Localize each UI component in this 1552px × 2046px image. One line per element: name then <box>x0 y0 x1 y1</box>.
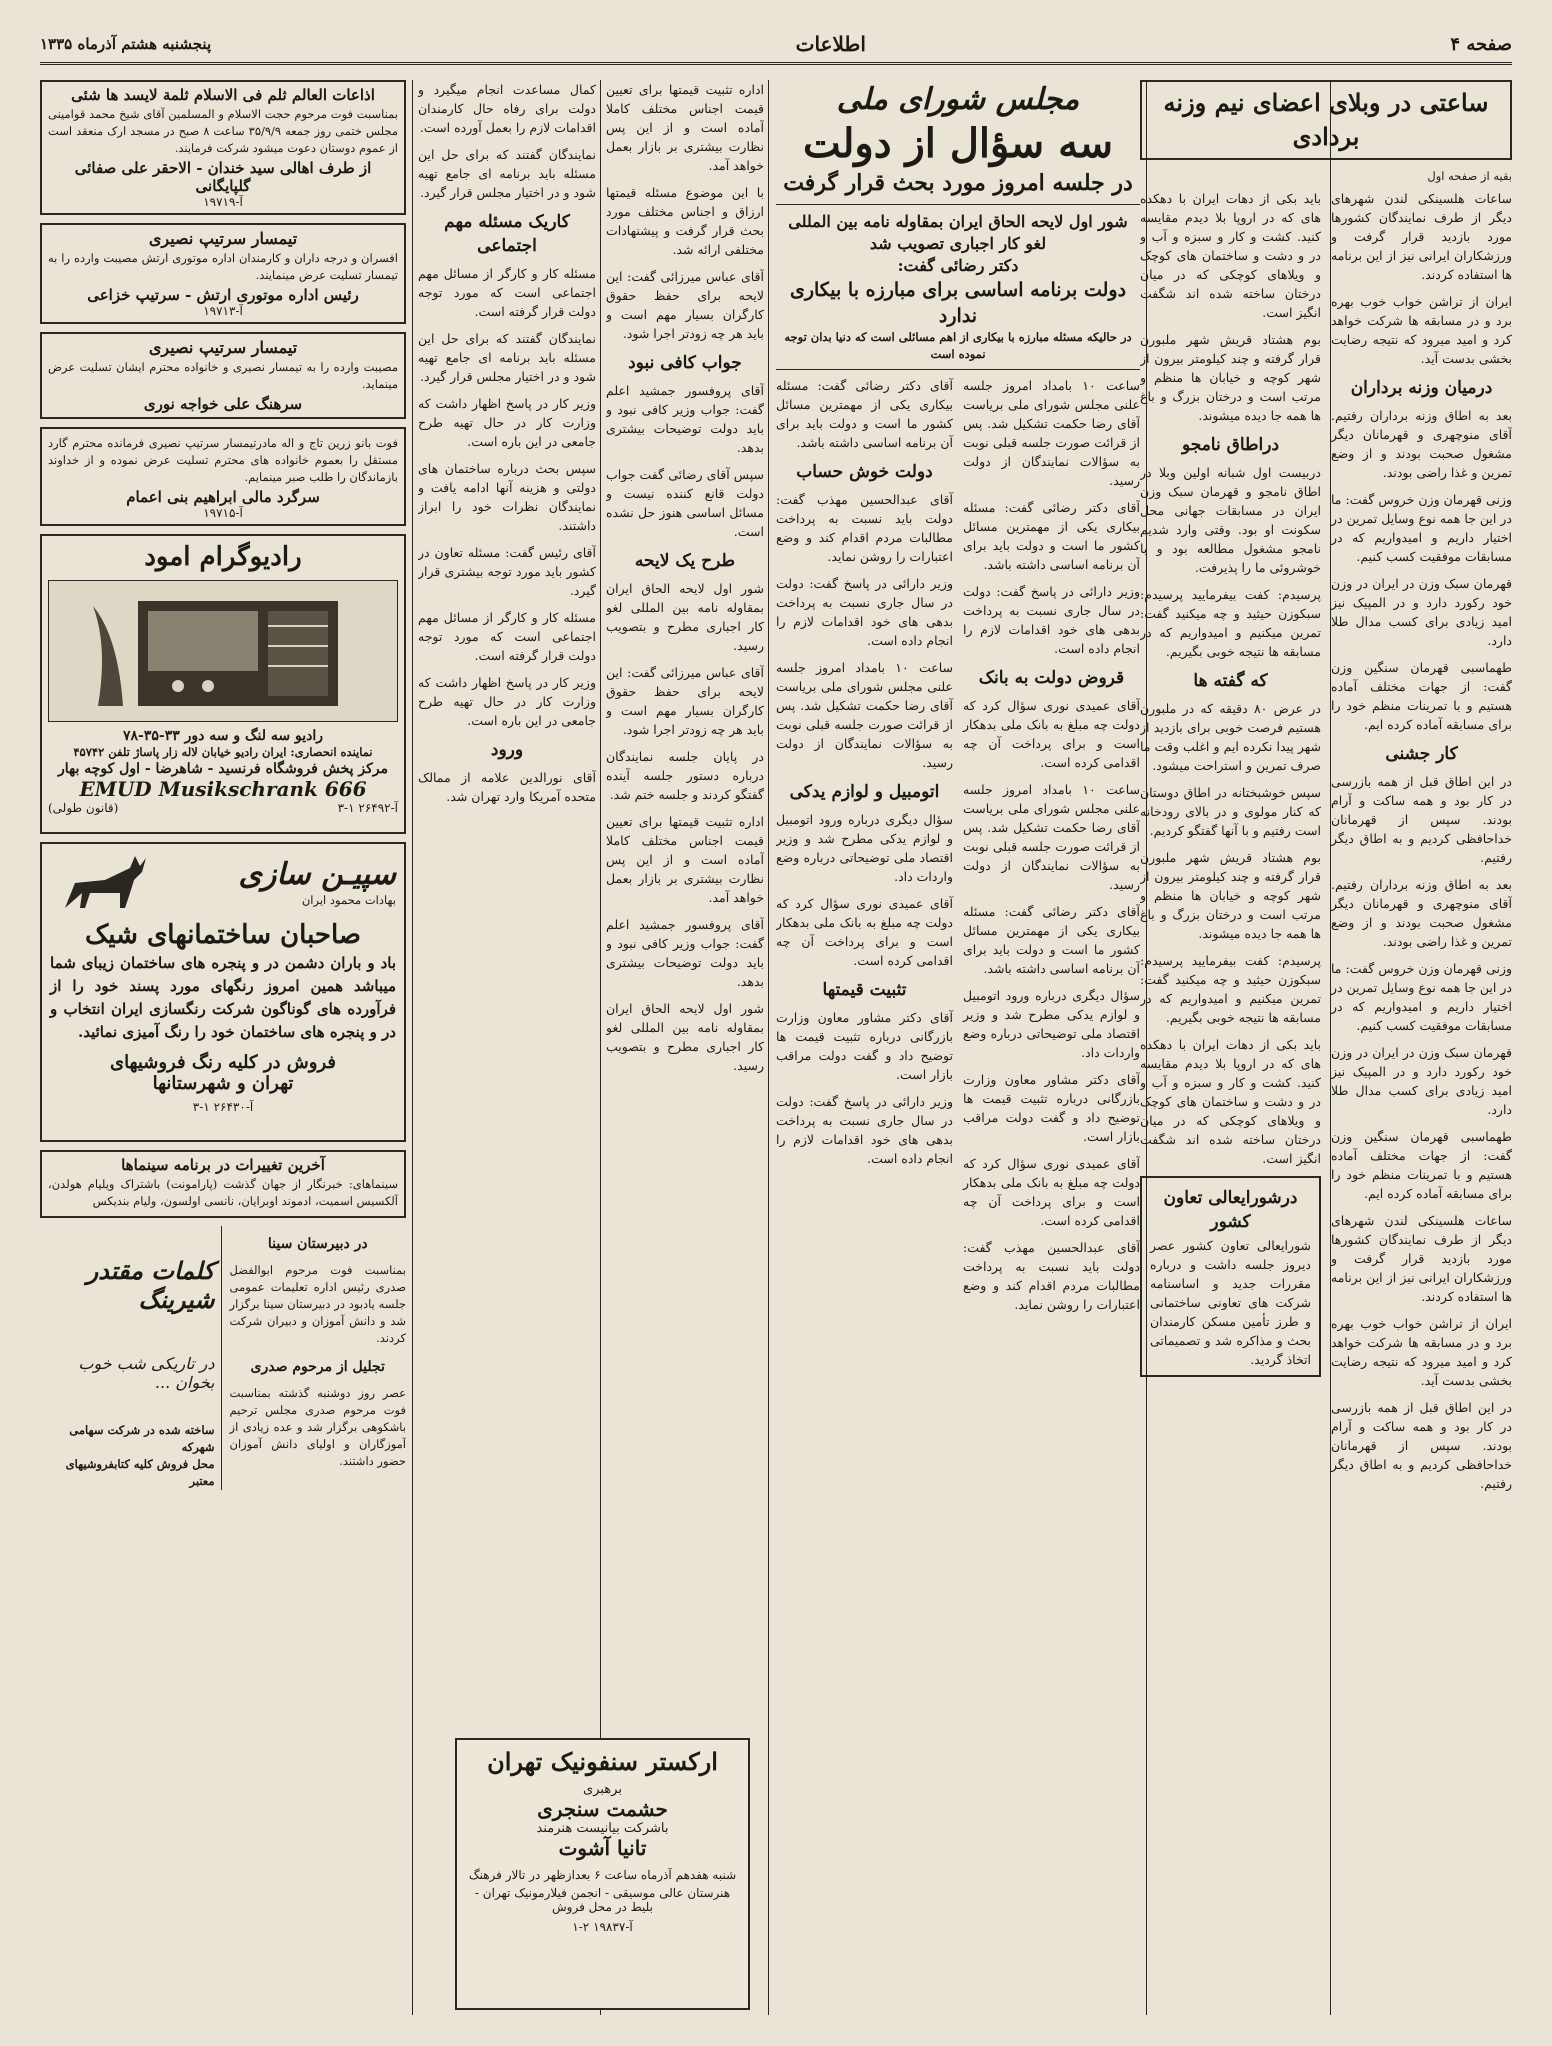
story-paragraph: آقای پروفسور جمشید اعلم گفت: جواب وزیر کافی نبود و باید دولت توضیحات بیشتری بدهد. <box>606 383 764 455</box>
story-paragraph: آقای عباس میرزائی گفت: این لایحه برای حفظ حقوق کارگران بسیار مهم است و باید هر چه زودتر اجرا شود. <box>606 665 764 737</box>
cinema-notice <box>40 1150 406 1218</box>
feature-paragraph: ساعات هلسینکی لندن شهرهای دیگر از طرف نمایندگان کشورها مورد بازدید قرار گرفت و ورزشکاران ایرانی نیز از این برنامه ها استفاده کردند. <box>1331 1213 1512 1304</box>
feature-paragraph: باید بکی از دهات ایران با دهکده های که در اروپا بلا دیدم مقایسه کنید. کشت و کار و سبزه و آب و در و دشت و ساختمان های کوچک و ویلاهای کوچکی که در میان درختان ساخته شده اند شگفت انگیز است. <box>1140 1037 1321 1166</box>
cooperative-council-text: شورایعالی تعاون کشور عصر دیروز جلسه داشت و درباره مقررات جدید و اساسنامه شرکت های تعاونی ساختمانی و طرز تأمین مسکن کارمندان بحث و مذاکره شد و تصمیماتی اتخاذ گردید. <box>1150 1238 1311 1367</box>
story-subhead: طرح یک لایحه <box>634 551 736 571</box>
notice-text: فوت بانو زرین تاج و اله مادرتیمسار سرتیپ نصیری فرمانده محترم گارد مستقل را بعموم خانواده های محترم تسلیت عرض نموده و از خداوند بازماندگان را طلب صبر مینمایم. <box>48 436 398 484</box>
cinema-text: سینماهای: خبرنگار از جهان گذشت (پارامونت) باشتراک ویلیام هولدن، آلکسیس اسمیت، ادموند اوبرایان، نانسی اولسون، ولیام بندیکس <box>48 1177 398 1208</box>
feature-paragraph: دربیست اول شبانه اولین وبلا در اطاق نامجو و قهرمان سبک وزن ایران در مسابقات جهانی محل سکونت او بود. وقتی وارد شدیم نامجو مشغول مطالعه بود و با خوشروئی ما را پذیرفت. <box>1140 465 1321 575</box>
story-paragraph: نمایندگان گفتند که برای حل این مسئله باید برنامه ای جامع تهیه شود و در اختیار مجلس قرار گیرد. <box>418 147 596 200</box>
paint-logo: سپیـن سازی <box>238 857 396 892</box>
story-paragraph: ساعت ۱۰ بامداد امروز جلسه علنی مجلس شورای ملی بریاست آقای رضا حکمت تشکیل شد. پس از قرائت صورت جلسه قبلی نوبت به سؤالات نمایندگان از دولت رسید. <box>963 782 1140 892</box>
story-paragraph: مسئله کار و کارگر از مسائل مهم اجتماعی است که مورد توجه دولت قرار گرفته است. <box>418 266 596 319</box>
story-paragraph: وزیر دارائی در پاسخ گفت: دولت در سال جاری نسبت به پرداخت بدهی های خود اقدامات لازم را انجام داده است. <box>963 584 1140 656</box>
story-paragraph: در پایان جلسه نمایندگان درباره دستور جلسه آینده گفتگو کردند و جلسه ختم شد. <box>606 749 764 802</box>
notice-text: مصیبت وارده را به تیمسار نصیری و خانواده محترم ایشان تسلیت عرض مینماید. <box>48 360 398 391</box>
story-paragraph: آقای عباس میرزائی گفت: این لایحه برای حفظ حقوق کارگران بسیار مهم است و باید هر چه زودتر اجرا شود. <box>606 269 764 341</box>
radiogram-illustration <box>78 586 368 716</box>
feature-paragraph: پرسیدم: کفت بیفرمایید پرسیدم: سبکوزن حیثید و چه میکنید گفت: تمرین میکنیم و امیدواریم که در مسابقه ها نتیجه خوبی بگیریم. <box>1140 953 1321 1025</box>
orchestra-title: ارکستر سنفونیک تهران <box>487 1747 718 1776</box>
column-divider <box>412 80 413 2015</box>
story-paragraph: کمال مساعدت انجام میگیرد و دولت برای رفاه حال کارمندان اقدامات لازم را بعمل آورده است. <box>418 82 596 135</box>
cooperative-council-title: درشورایعالی تعاون کشور <box>1163 1188 1298 1232</box>
story-paragraph: سپس آقای رضائی گفت جواب دولت قانع کننده نیست و مسائل اساسی هنوز حل نشده است. <box>606 467 764 539</box>
feature-paragraph: وزنی قهرمان وزن خروس گفت: ما در این جا همه نوع وسایل تمرین در اختیار داریم و امیدواریم که در مسابقات موفقیت کسب کنیم. <box>1331 961 1512 1033</box>
ad-code: آ-۲۶۴۹۲ ۱-۳ <box>337 801 398 815</box>
story-subhead: ورود <box>490 740 524 760</box>
feature-subhead: کار جشنی <box>1385 744 1458 764</box>
paint-cities: تهران و شهرستانها <box>152 1073 294 1094</box>
feature-paragraph: بوم هشتاد قریش شهر ملبورن قرار گرفته و چند کیلومتر بیرون از شهر کوچه و خیابان ها منظم و مرتب است و درختان بزرگ و باغ ها همه جا دیده میشوند. <box>1140 850 1321 941</box>
story-subhead: تثبیت قیمتها <box>822 980 907 1000</box>
school-title: در دبیرستان سینا <box>267 1236 368 1252</box>
feature-paragraph: در این اطاق قبل از همه بازرسی در کار بود و همه ساکت و آرام بودند. سپس از قهرمانان خداحافظی کردیم و به اطاق دیگر رفتیم. <box>1331 1400 1512 1491</box>
ads-column <box>40 80 406 2015</box>
notice-signature: سرهنگ علی خواجه نوری <box>143 395 303 413</box>
paint-sell: فروش در کلیه رنگ فروشیهای <box>109 1052 336 1073</box>
story-paragraph: آقای عبدالحسین مهذب گفت: دولت باید نسبت به پرداخت مطالبات مردم اقدام کند و وضع اعتبارات را روشن نماید. <box>963 1240 1140 1312</box>
story-paragraph: آقای پروفسور جمشید اعلم گفت: جواب وزیر کافی نبود و باید دولت توضیحات بیشتری بدهد. <box>606 917 764 989</box>
radiogram-center: مرکز پخش فروشگاه فرنسید - شاهرضا - اول کوچه بهار <box>57 761 388 777</box>
feature-paragraph: در عرض ۸۰ دقیقه که در ملبورن هستیم فرصت خوبی برای بازدید از شهر پیدا نکرده ایم و اغلب وقت ما صرف تمرین و استراحت میشود. <box>1140 701 1321 773</box>
feature-paragraph: وزنی قهرمان وزن خروس گفت: ما در این جا همه نوع وسایل تمرین در اختیار داریم و امیدواریم که در مسابقات موفقیت کسب کنیم. <box>1331 492 1512 564</box>
condolence-notice <box>40 332 406 419</box>
continuation-column-a <box>606 80 764 2015</box>
story-paragraph: آقای عمیدی نوری سؤال کرد که دولت چه مبلغ به بانک ملی بدهکار است و برای پرداخت آن چه اقدامی کرده است. <box>963 698 1140 770</box>
story-paragraph: اداره تثبیت قیمتها برای تعیین قیمت اجناس مختلف کاملا آماده است و از این پس نظارت بیشتری بر بازار بعمل خواهد آمد. <box>606 814 764 905</box>
radiogram-dealer: رادیو سه لنگ و سه دور ۳۳-۳۵-۷۸ <box>122 728 324 744</box>
story-paragraph: آقای دکتر رضائی گفت: مسئله بیکاری یکی از مهمترین مسائل کشور ما است و دولت باید برای آن برنامه اساسی داشته باشد. <box>963 904 1140 976</box>
story-deck: شور اول لایحه الحاق ایران بمقاوله نامه بین المللی لغو کار اجباری تصویب شد <box>788 212 1128 253</box>
story-paragraph: آقای عبدالحسین مهذب گفت: دولت باید نسبت به پرداخت مطالبات مردم اقدام کند و وضع اعتبارات را روشن نماید. <box>776 492 953 564</box>
school-text: بمناسبت فوت مرحوم ابوالفضل صدری رئیس اداره تعلیمات عمومی جلسه یادبود در دبیرستان سینا برگزار شد و دانش آموزان و دبیران شرکت کردند. <box>229 1263 406 1345</box>
story-paragraph: مسئله کار و کارگر از مسائل مهم اجتماعی است که مورد توجه دولت قرار گرفته است. <box>418 610 596 663</box>
calligraphy-ad: کلمات مقتدر شیرینگ <box>86 1256 215 1314</box>
orchestra-soloist: تانیا آشوت <box>558 1836 647 1860</box>
story-paragraph: ساعت ۱۰ بامداد امروز جلسه علنی مجلس شورای ملی بریاست آقای رضا حکمت تشکیل شد. پس از قرائت صورت جلسه قبلی نوبت به سؤالات نمایندگان از دولت رسید. <box>963 378 1140 488</box>
story-paragraph: آقای رئیس گفت: مسئله تعاون در کشور باید مورد توجه بیشتری قرار گیرد. <box>418 545 596 598</box>
feature-paragraph: ایران از تراشن خواب خوب بهره برد و در مسابقه ها شرکت خواهد کرد و امید میرود که نتیجه رضایت بخشی بدست آید. <box>1331 1316 1512 1388</box>
story-subhead: جواب کافی نبود <box>628 353 742 373</box>
feature-paragraph: پرسیدم: کفت بیفرمایید پرسیدم: سبکوزن حیثید و چه میکنید گفت: تمرین میکنیم و امیدواریم که در مسابقه ها نتیجه خوبی بگیریم. <box>1140 587 1321 659</box>
ad-code: آ-۱۹۷۱۹ <box>203 195 243 209</box>
radiogram-address: نماینده انحصاری: ایران رادیو خیابان لاله زار پاساژ تلفن ۴۵۷۴۲ <box>73 745 373 759</box>
story-subheadline: در جلسه امروز مورد بحث قرار گرفت <box>783 170 1133 196</box>
feature-paragraph: قهرمان سبک وزن در ایران در وزن خود رکورد دارد و در المپیک نیز امید زیادی برای کسب مدال طلا دارد. <box>1331 1045 1512 1117</box>
story-paragraph: سؤال دیگری درباره ورود اتومبیل و لوازم یدکی مطرح شد و وزیر اقتصاد ملی توضیحاتی درباره وضع واردات داد. <box>776 812 953 884</box>
condolence-notice <box>40 223 406 324</box>
story-headline: سه سؤال از دولت <box>802 120 1114 167</box>
memorial-text: عصر روز دوشنبه گذشته بمناسبت فوت مرحوم صدری مجلس ترحیم باشکوهی برگزار شد و عده زیادی از آموزگاران و اولیای دانش آموزان حضور داشتند. <box>229 1386 406 1468</box>
story-deck: در حالیکه مسئله مبارزه با بیکاری از اهم مسائلی است که دنیا بدان توجه نموده است <box>784 330 1132 361</box>
ad-code: آ-۲۶۴۳۰ ۱-۳ <box>192 1100 254 1114</box>
story-paragraph: آقای دکتر مشاور معاون وزارت بازرگانی درباره تثبیت قیمت ها توضیح داد و گفت دولت مراقب بازار است. <box>963 1072 1140 1144</box>
radiogram-model: EMUD Musikschrank 666 <box>79 777 367 801</box>
story-paragraph: شور اول لایحه الحاق ایران بمقاوله نامه بین المللی لغو کار اجباری مطرح و بتصویب رسید. <box>606 581 764 653</box>
notice-signature: رئیس اداره موتوری ارتش - سرتیپ خزاعی <box>87 286 359 304</box>
story-paragraph: اداره تثبیت قیمتها برای تعیین قیمت اجناس مختلف کاملا آماده است و از این پس نظارت بیشتری بر بازار بعمل خواهد آمد. <box>606 82 764 173</box>
notice-title: تیمسار سرتیپ نصیری <box>148 338 298 357</box>
newspaper-name: اطلاعات <box>795 32 866 56</box>
story-subhead: اتومبیل و لوازم یدکی <box>789 782 940 802</box>
radiogram-image <box>48 580 398 722</box>
story-paragraph: شور اول لایحه الحاق ایران بمقاوله نامه بین المللی لغو کار اجباری مطرح و بتصویب رسید. <box>606 1001 764 1073</box>
feature-headline: ساعتی در وبلای اعضای نیم وزنه بردادی <box>1140 80 1512 160</box>
continuation-column-b <box>418 80 596 2015</box>
story-paragraph: نمایندگان گفتند که برای حل این مسئله باید برنامه ای جامع تهیه شود و در اختیار مجلس قرار گیرد. <box>418 331 596 384</box>
parliament-column <box>776 80 1140 2015</box>
masthead <box>40 26 1512 65</box>
condolence-notice <box>40 80 406 215</box>
paint-title: صاحبان ساختمانهای شیک <box>84 920 361 950</box>
story-paragraph: سؤال دیگری درباره ورود اتومبیل و لوازم یدکی مطرح شد و وزیر اقتصاد ملی توضیحاتی درباره وضع واردات داد. <box>963 988 1140 1060</box>
story-paragraph: آقای دکتر مشاور معاون وزارت بازرگانی درباره تثبیت قیمت ها توضیح داد و گفت دولت مراقب بازار است. <box>776 1010 953 1082</box>
orchestra-conductor: حشمت سنجری <box>537 1797 668 1821</box>
orchestra-line: باشرکت بیانیست هنرمند <box>536 1821 669 1836</box>
orchestra-details: شنبه هفدهم آذرماه ساعت ۶ بعدازظهر در تالار فرهنگ <box>468 1868 737 1882</box>
feature-subhead: دراطاق نامجو <box>1181 435 1280 455</box>
feature-paragraph: ساعات هلسینکی لندن شهرهای دیگر از طرف نمایندگان کشورها مورد بازدید قرار گرفت و ورزشکاران ایرانی نیز از این برنامه ها استفاده کردند. <box>1331 191 1512 282</box>
issue-date: پنجشنبه هشتم آذرماه ۱۳۳۵ <box>40 35 212 53</box>
feature-subhead: که گفته ها <box>1193 671 1268 691</box>
memorial-title: تجلیل از مرحوم صدری <box>250 1359 385 1375</box>
paint-logo-sub: بهادات محمود ایران <box>301 893 396 907</box>
paint-company-ad <box>40 842 406 1142</box>
cinema-title: آخرین تغییرات در برنامه سینماها <box>121 1156 325 1174</box>
column-divider <box>768 80 769 2015</box>
orchestra-details: هنرستان عالی موسیقی - انجمن فیلارمونیک تهران - بلیط در محل فروش <box>474 1886 731 1914</box>
ad-code: آ-۱۹۷۱۵ <box>203 506 243 520</box>
story-kicker: مجلس شورای ملی <box>836 82 1080 117</box>
story-paragraph: وزیر کار در پاسخ اظهار داشت که وزارت کار در حال تهیه طرح جامعی در این باره است. <box>418 675 596 728</box>
condolence-notice <box>40 427 406 526</box>
notice-text: بمناسبت فوت مرحوم حجت الاسلام و المسلمین آقای شیخ محمد قوامینی مجلس ختمی روز جمعه ۳۵/۹/۹ ساعت ۸ صبح در مسجد ارک منعقد است از عموم دوستان دعوت میشود شرکت فرمایند. <box>48 107 398 155</box>
story-paragraph: سپس بحث درباره ساختمان های دولتی و هزینه آنها ادامه یافت و نمایندگان نظرات خود را ابراز داشتند. <box>418 461 596 533</box>
page-number: صفحه ۴ <box>1450 33 1512 55</box>
continued-note: بقیه از صفحه اول <box>1427 169 1512 183</box>
ad-code: آ-۱۹۷۱۳ <box>203 304 243 318</box>
story-paragraph: آقای دکتر رضائی گفت: مسئله بیکاری یکی از مهمترین مسائل کشور ما است و دولت باید برای آن برنامه اساسی داشته باشد. <box>776 378 953 450</box>
feature-paragraph: باید بکی از دهات ایران با دهکده های که در اروپا بلا دیدم مقایسه کنید. کشت و کار و سبزه و آب و در و دشت و ساختمان های کوچک و ویلاهای کوچکی که در میان درختان ساخته شده اند شگفت انگیز است. <box>1140 191 1321 320</box>
deer-icon <box>50 848 160 918</box>
ad-note: (قانون طولی) <box>48 801 119 815</box>
story-deck: دولت برنامه اساسی برای مبارزه با بیکاری ندارد <box>789 279 1127 327</box>
story-paragraph: وزیر دارائی در پاسخ گفت: دولت در سال جاری نسبت به پرداخت بدهی های خود اقدامات لازم را انجام داده است. <box>776 576 953 648</box>
feature-paragraph: سپس خوشبختانه در اطاق دوستان که کنار مولوی و در بالای رودخانه است رفتیم و با آنها گفتگو کردیم. <box>1140 785 1321 838</box>
story-paragraph: آقای عمیدی نوری سؤال کرد که دولت چه مبلغ به بانک ملی بدهکار است و برای پرداخت آن چه اقدامی کرده است. <box>776 896 953 968</box>
story-paragraph: ساعت ۱۰ بامداد امروز جلسه علنی مجلس شورای ملی بریاست آقای رضا حکمت تشکیل شد. پس از قرائت صورت جلسه قبلی نوبت به سؤالات نمایندگان از دولت رسید. <box>776 660 953 770</box>
radiogram-title: رادیوگرام امود <box>144 542 302 572</box>
story-paragraph: وزیر دارائی در پاسخ گفت: دولت در سال جاری نسبت به پرداخت بدهی های خود اقدامات لازم را انجام داده است. <box>776 1094 953 1166</box>
orchestra-line: برهبری <box>583 1782 622 1797</box>
story-deck: دکتر رضائی گفت: <box>897 256 1019 275</box>
story-subhead: قروض دولت به بانک <box>978 668 1125 688</box>
story-subhead: دولت خوش حساب <box>796 462 933 482</box>
story-paragraph: آقای دکتر رضائی گفت: مسئله بیکاری یکی از مهمترین مسائل کشور ما است و دولت باید برای آن برنامه اساسی داشته باشد. <box>963 500 1140 572</box>
feature-paragraph: ایران از تراشن خواب خوب بهره برد و در مسابقه ها شرکت خواهد کرد و امید میرود که نتیجه رضایت بخشی بدست آید. <box>1331 294 1512 366</box>
feature-paragraph: بعد به اطاق وزنه برداران رفتیم. آقای منوچهری و قهرمانان دیگر مشغول صحبت بودند و از وضع تمرین و غذا راضی بودند. <box>1331 408 1512 480</box>
feature-paragraph: طهماسبی قهرمان سنگین وزن گفت: از جهات مختلف آماده هستیم و با تمرینات منظم خود را برای مسابقه آماده کرده ایم. <box>1331 660 1512 732</box>
notice-title: تیمسار سرتیپ نصیری <box>148 229 298 248</box>
orchestra-ad <box>455 1738 750 2010</box>
column-divider <box>600 80 601 2015</box>
ad-code: آ-۱۹۸۳۷ ۲-۱ <box>572 1920 633 1934</box>
story-paragraph: وزیر کار در پاسخ اظهار داشت که وزارت کار در حال تهیه طرح جامعی در این باره است. <box>418 396 596 449</box>
feature-paragraph: بعد به اطاق وزنه برداران رفتیم. آقای منوچهری و قهرمانان دیگر مشغول صحبت بودند و از وضع تمرین و غذا راضی بودند. <box>1331 877 1512 949</box>
footer-credit: محل فروش کلیه کتابفروشیهای معتبر <box>65 1457 215 1488</box>
notice-text: افسران و درجه داران و کارمندان اداره موتوری ارتش مصیبت وارده را به تیمسار تسلیت عرض مینمایند. <box>48 251 398 282</box>
feature-paragraph: قهرمان سبک وزن در ایران در وزن خود رکورد دارد و در المپیک نیز امید زیادی برای کسب مدال طلا دارد. <box>1331 576 1512 648</box>
feature-paragraph: طهماسبی قهرمان سنگین وزن گفت: از جهات مختلف آماده هستیم و با تمرینات منظم خود را برای مسابقه آماده کرده ایم. <box>1331 1129 1512 1201</box>
notice-title: اذاعات العالم ثلم فی الاسلام ثلمة لایسد ها شئی <box>71 86 375 104</box>
feature-paragraph: بوم هشتاد قریش شهر ملبورن قرار گرفته و چند کیلومتر بیرون از شهر کوچه و خیابان ها منظم و مرتب است و درختان بزرگ و باغ ها همه جا دیده میشوند. <box>1140 332 1321 423</box>
story-paragraph: آقای عمیدی نوری سؤال کرد که دولت چه مبلغ به بانک ملی بدهکار است و برای پرداخت آن چه اقدامی کرده است. <box>963 1156 1140 1228</box>
notice-signature: سرگرد مالی ابراهیم بنی اعمام <box>126 488 320 506</box>
feature-subhead: درمیان وزنه برداران <box>1350 378 1493 398</box>
calligraphy-ad: در تاریکی شب خوب بخوان ... <box>78 1354 215 1392</box>
feature-paragraph: در این اطاق قبل از همه بازرسی در کار بود و همه ساکت و آرام بودند. سپس از قهرمانان خداحافظی کردیم و به اطاق دیگر رفتیم. <box>1331 774 1512 865</box>
story-paragraph: با این موضوع مسئله قیمتها ارزاق و اجناس مختلف مورد بحث قرار گرفت و پیشنهادات مختلفی ارائه شد. <box>606 185 764 257</box>
story-subhead: کاریک مسئله مهم اجتماعی <box>444 212 570 256</box>
footer-credit: ساخته شده در شرکت سهامی شهرکه <box>69 1423 215 1454</box>
paint-text: باد و باران دشمن در و پنجره های ساختمان زیبای شما میباشد همین امروز رنگهای مورد پسند خود را از فرآورده های گوناگون شرکت رنگسازی ایران انتخاب و در و پنجره های ساختمان خود را رنگ آمیزی نمائید. <box>50 954 396 1041</box>
notice-signature: از طرف اهالی سید خندان - الاحقر علی صفائی گلپایگانی <box>74 159 372 195</box>
cooperative-council-box <box>1140 1176 1321 1377</box>
radiogram-ad <box>40 534 406 834</box>
feature-column <box>1140 80 1512 2015</box>
story-paragraph: آقای نورالدین علامه از ممالک متحده آمریکا وارد تهران شد. <box>418 770 596 804</box>
